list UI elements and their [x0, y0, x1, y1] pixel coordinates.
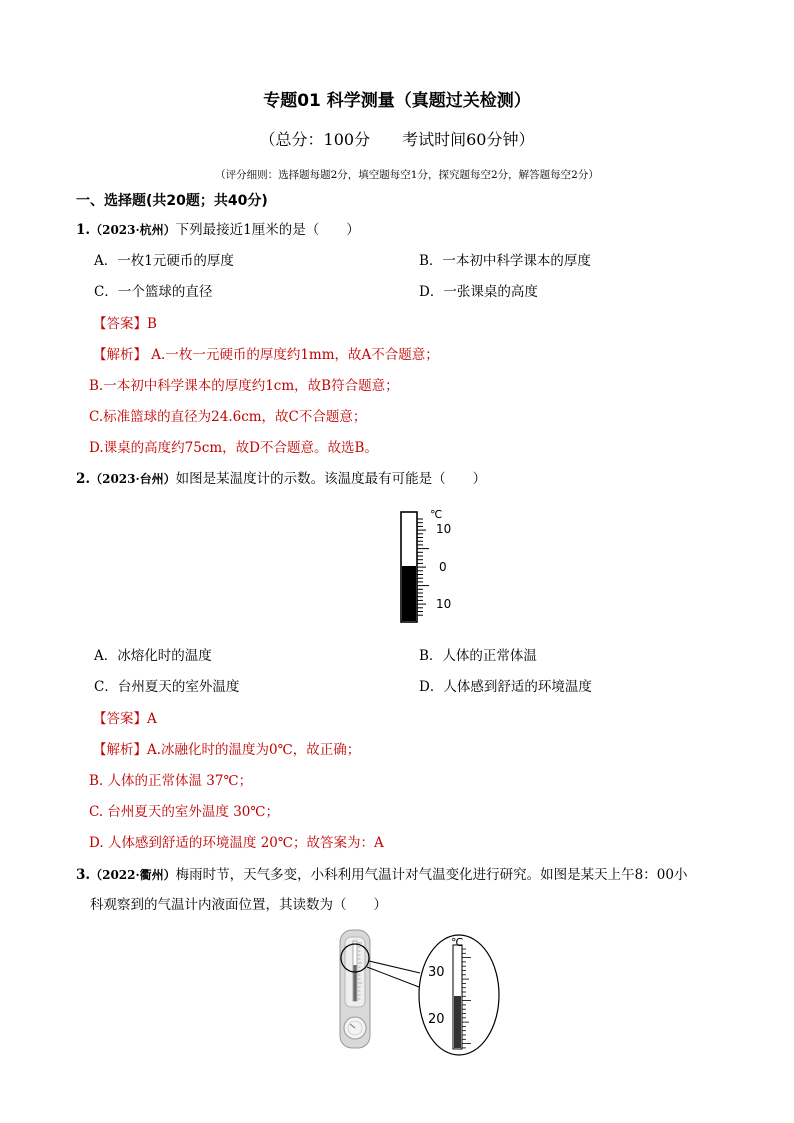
q1-option-c: C．一个篮球的直径 — [94, 284, 213, 300]
q2-option-b: B．人体的正常体温 — [419, 648, 537, 664]
question-text: 梅雨时节，天气多变，小科利用气温计对气温变化进行研究。如图是某天上午8：00小 — [175, 867, 688, 883]
thermometer-ticks — [417, 519, 429, 615]
question-number: 2. — [76, 471, 91, 487]
q1-analysis-line: C.标准篮球的直径为24.6cm，故C不合题意； — [89, 409, 367, 425]
q2-option-c: C．台州夏天的室外温度 — [94, 679, 240, 695]
q1-analysis-line: 【解析】 A.一枚一元硬币的厚度约1mm，故A不合题意； — [93, 347, 439, 363]
question-text: 如图是某温度计的示数。该温度最有可能是（ ） — [175, 471, 487, 487]
tick-label: 10 — [436, 522, 452, 536]
q2-analysis-line: C. 台州夏天的室外温度 30℃； — [89, 804, 280, 820]
question-number: 3. — [76, 867, 91, 883]
question-source: （2023·杭州） — [90, 223, 176, 237]
page-subtitle: （总分：100分 考试时间60分钟） — [259, 130, 535, 149]
question-3-stem-cont: 科观察到的气温计内液面位置，其读数为（ ） — [90, 897, 387, 913]
unit-label: ℃ — [451, 936, 464, 949]
tick-label: 10 — [436, 597, 452, 611]
question-source: （2023·台州） — [90, 472, 176, 486]
q2-analysis-line: B. 人体的正常体温 37℃； — [89, 773, 253, 789]
q1-answer: 【答案】B — [93, 316, 157, 332]
scoring-note: （评分细则：选择题每题2分，填空题每空1分，探究题每空2分，解答题每空2分） — [215, 169, 599, 181]
q2-analysis-line: 【解析】A.冰融化时的温度为0℃，故正确； — [93, 742, 361, 758]
question-number: 1. — [76, 222, 91, 238]
tick-label: 20 — [428, 1012, 445, 1027]
thermometer-liquid — [402, 566, 416, 621]
q1-option-a: A．一枚1元硬币的厚度 — [94, 253, 234, 269]
q1-option-b: B．一本初中科学课本的厚度 — [419, 253, 591, 269]
section-heading: 一、选择题(共20题；共40分) — [76, 193, 268, 209]
q2-option-d: D．人体感到舒适的环境温度 — [419, 679, 592, 695]
question-3-stem — [76, 863, 687, 883]
question-2-stem — [76, 467, 486, 487]
page-title: 专题01 科学测量（真题过关检测） — [263, 91, 531, 111]
tick-label: 0 — [439, 560, 447, 574]
thermometer-figure — [396, 502, 466, 626]
question-text: 下列最接近1厘米的是（ ） — [175, 222, 360, 238]
q1-analysis-line: B.一本初中科学课本的厚度约1cm，故B符合题意； — [89, 378, 399, 394]
tick-label: 30 — [428, 965, 445, 980]
q2-answer: 【答案】A — [93, 711, 157, 727]
q2-option-a: A．冰熔化时的温度 — [94, 648, 212, 664]
q1-analysis-line: D.课桌的高度约75cm，故D不合题意。故选B。 — [89, 440, 378, 456]
magnified-liquid — [454, 996, 461, 1048]
unit-label: ℃ — [430, 508, 443, 521]
wall-thermometer-figure — [335, 925, 501, 1057]
q2-analysis-line: D. 人体感到舒适的环境温度 20℃；故答案为：A — [89, 835, 384, 851]
question-source: （2022·衢州） — [90, 868, 176, 882]
q1-option-d: D．一张课桌的高度 — [419, 284, 538, 300]
question-1-stem — [76, 218, 360, 238]
